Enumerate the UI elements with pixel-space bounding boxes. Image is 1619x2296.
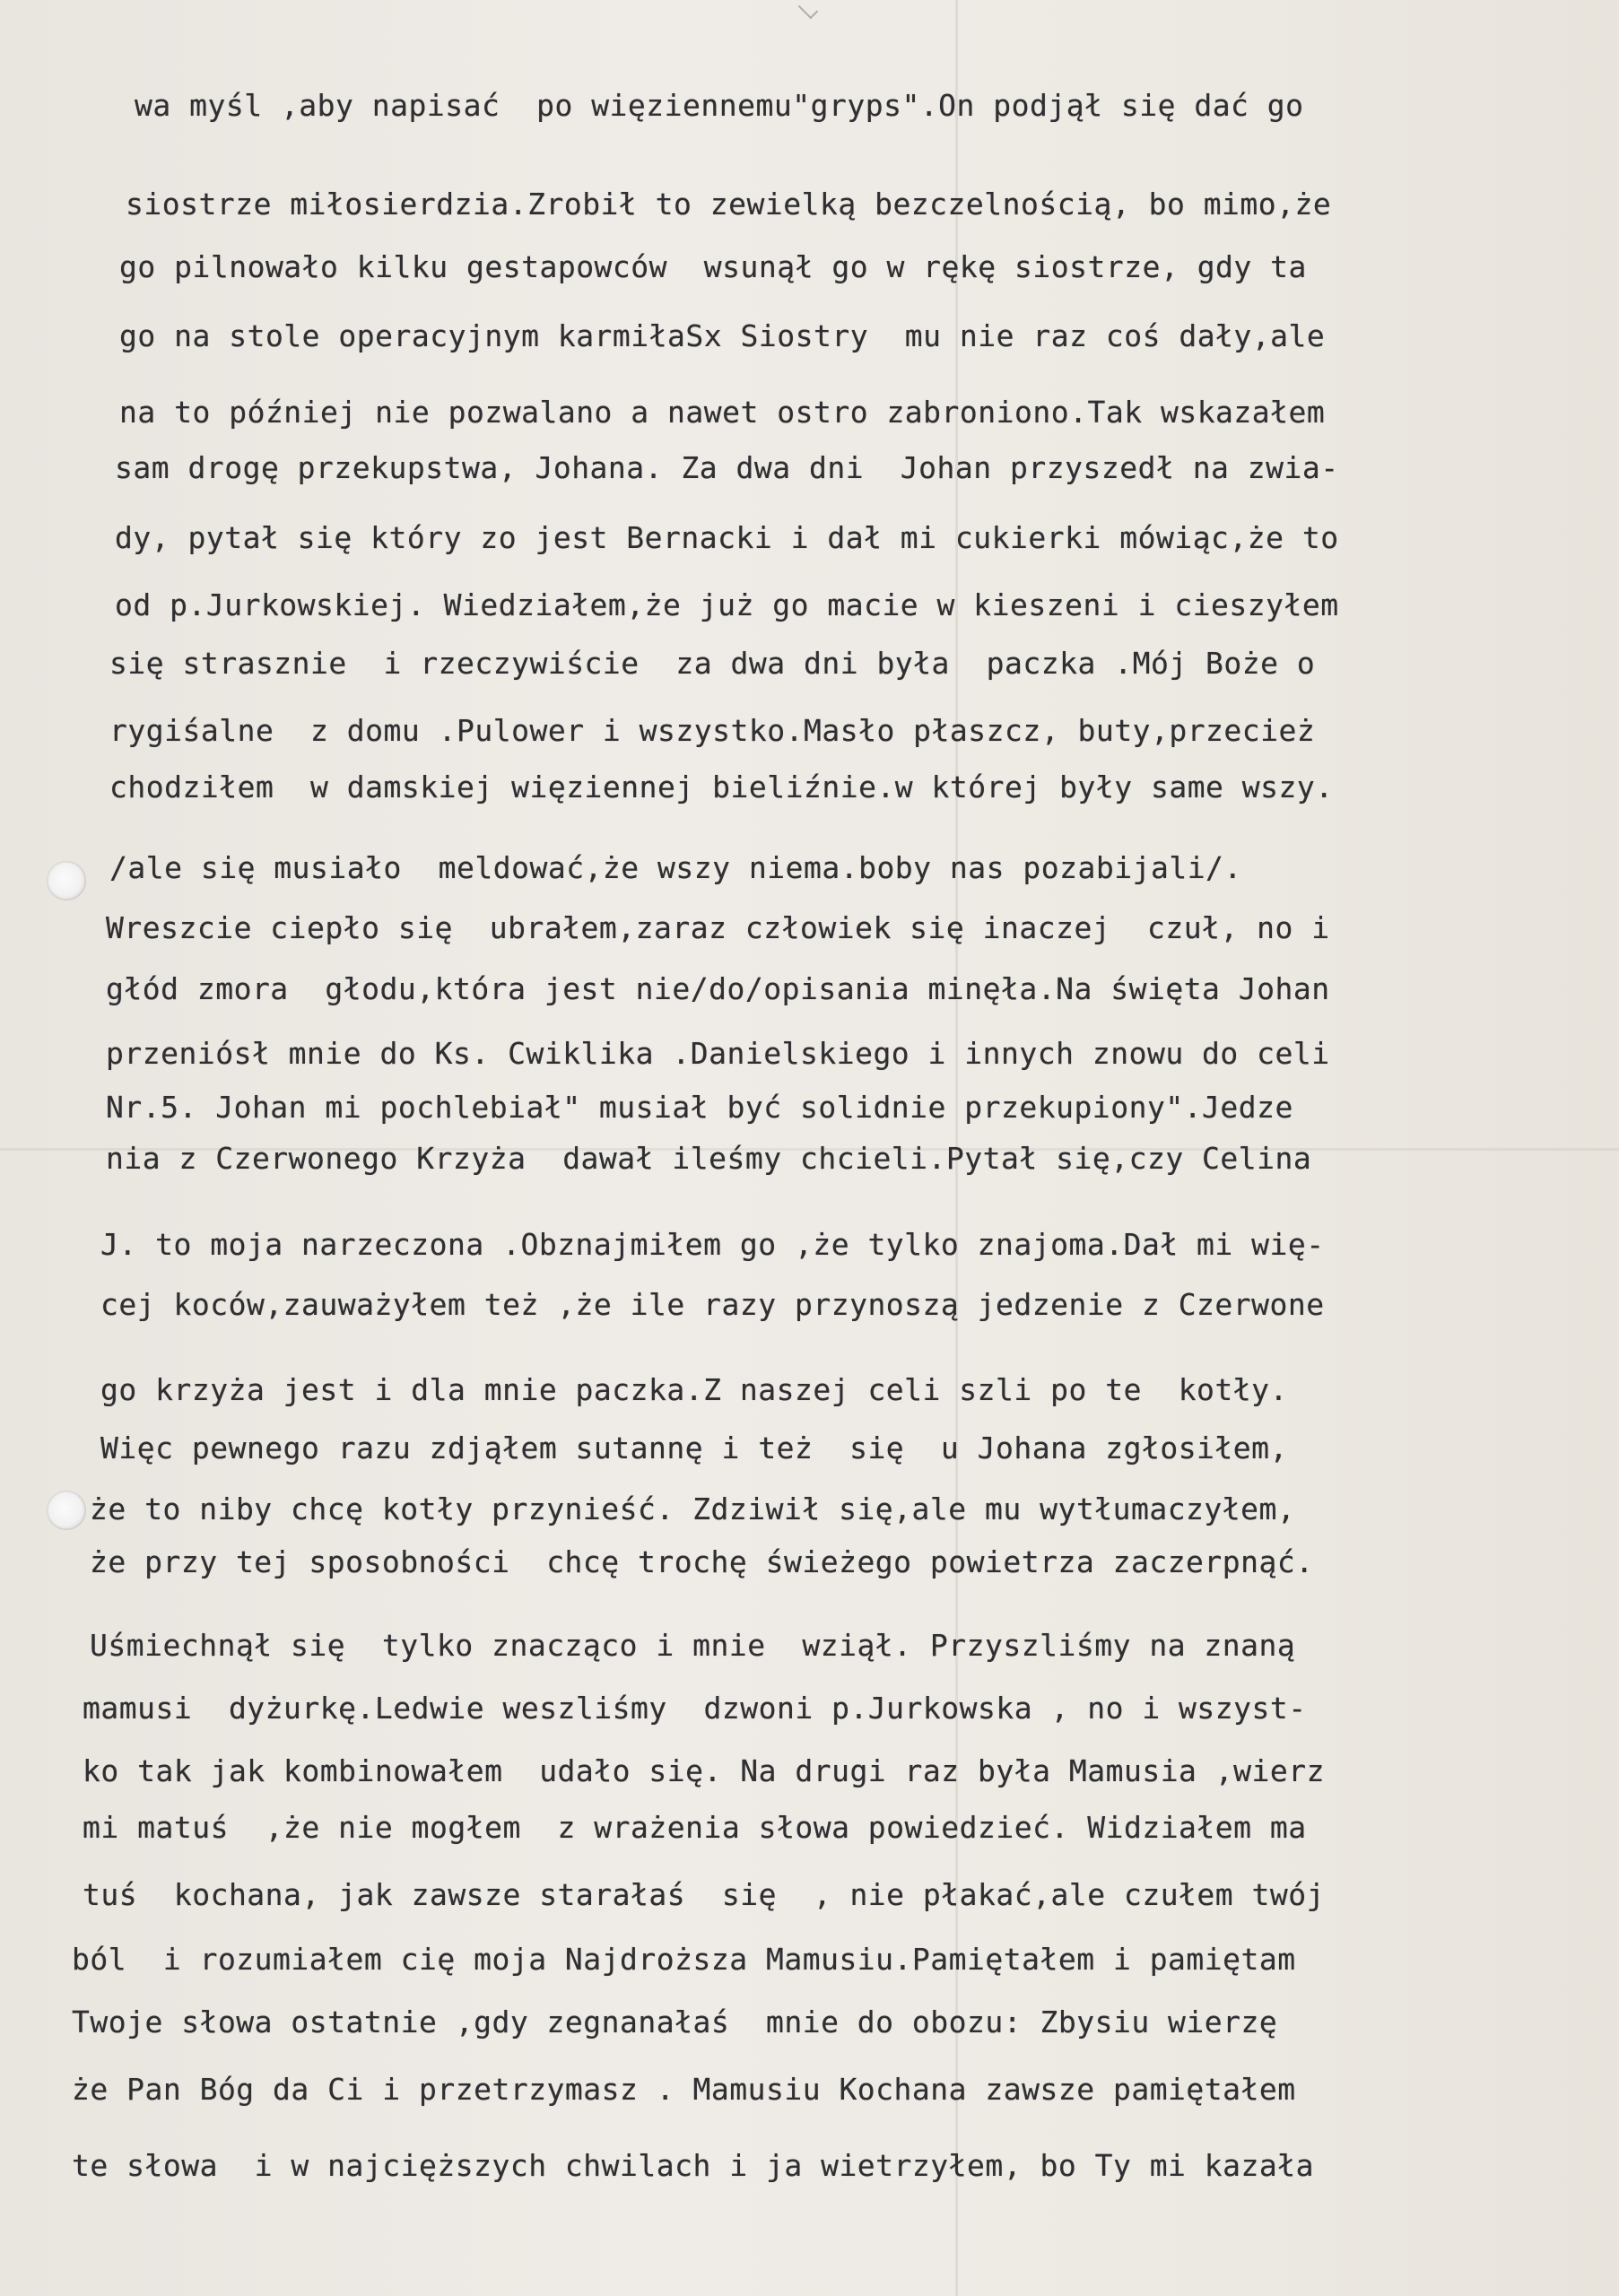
text-line: przeniósł mnie do Ks. Cwiklika .Danielskiego i innych znowu do celi xyxy=(106,1036,1330,1071)
text-line: Nr.5. Johan mi pochlebiał" musiał być solidnie przekupiony".Jedze xyxy=(106,1090,1293,1125)
text-line: na to później nie pozwalano a nawet ostro zabroniono.Tak wskazałem xyxy=(119,395,1326,430)
text-line: dy, pytał się który zo jest Bernacki i dał mi cukierki mówiąc,że to xyxy=(115,520,1339,555)
text-line: chodziłem w damskiej więziennej bieliźnie.w której były same wszy. xyxy=(109,770,1334,804)
text-line: nia z Czerwonego Krzyża dawał ileśmy chcieli.Pytał się,czy Celina xyxy=(106,1141,1312,1176)
text-line: że Pan Bóg da Ci i przetrzymasz . Mamusiu Kochana zawsze pamiętałem xyxy=(72,2072,1296,2107)
text-line: Wreszcie ciepło się ubrałem,zaraz człowiek się inaczej czuł, no i xyxy=(106,910,1330,945)
text-line: ból i rozumiałem cię moja Najdroższa Mamusiu.Pamiętałem i pamiętam xyxy=(72,1942,1296,1977)
text-line: tuś kochana, jak zawsze starałaś się , nie płakać,ale czułem twój xyxy=(83,1877,1326,1912)
text-line: Uśmiechnął się tylko znacząco i mnie wziął. Przyszliśmy na znaną xyxy=(90,1628,1296,1663)
text-line: że to niby chcę kotły przynieść. Zdziwił się,ale mu wytłumaczyłem, xyxy=(90,1492,1296,1526)
text-line: wa myśl ,aby napisać po więziennemu"gryps".On podjął się dać go xyxy=(135,88,1304,123)
text-line: Więc pewnego razu zdjąłem sutannę i też się u Johana zgłosiłem, xyxy=(100,1431,1288,1465)
text-line: od p.Jurkowskiej. Wiedziałem,że już go macie w kieszeni i cieszyłem xyxy=(115,587,1339,622)
text-line: głód zmora głodu,która jest nie/do/opisania minęła.Na święta Johan xyxy=(106,971,1330,1006)
text-line: się strasznie i rzeczywiście za dwa dni była paczka .Mój Boże o xyxy=(109,646,1316,681)
text-line: go pilnowało kilku gestapowców wsunął go w rękę siostrze, gdy ta xyxy=(119,249,1307,284)
text-line: mamusi dyżurkę.Ledwie weszliśmy dzwoni p.Jurkowska , no i wszyst- xyxy=(83,1691,1307,1726)
text-line: go na stole operacyjnym karmiłaSx Siostry mu nie raz coś dały,ale xyxy=(119,318,1326,353)
text-line: sam drogę przekupstwa, Johana. Za dwa dni Johan przyszedł na zwia- xyxy=(115,450,1339,485)
text-line: go krzyża jest i dla mnie paczka.Z naszej celi szli po te kotły. xyxy=(100,1372,1288,1407)
text-line: siostrze miłosierdzia.Zrobił to zewielką bezczelnością, bo mimo,że xyxy=(126,187,1332,222)
text-line: te słowa i w najcięższych chwilach i ja wietrzyłem, bo Ty mi kazała xyxy=(72,2148,1315,2183)
text-line: J. to moja narzeczona .Obznajmiłem go ,że tylko znajoma.Dał mi wię- xyxy=(100,1227,1325,1262)
text-line: mi matuś ,że nie mogłem z wrażenia słowa powiedzieć. Widziałem ma xyxy=(83,1810,1307,1845)
text-line: Twoje słowa ostatnie ,gdy zegnanałaś mnie do obozu: Zbysiu wierzę xyxy=(72,2005,1278,2039)
text-line: ko tak jak kombinowałem udało się. Na drugi raz była Mamusia ,wierz xyxy=(83,1753,1326,1788)
text-line: cej koców,zauważyłem też ,że ile razy przynoszą jedzenie z Czerwone xyxy=(100,1287,1325,1322)
text-line: rygiśalne z domu .Pulower i wszystko.Masło płaszcz, buty,przecież xyxy=(109,713,1316,748)
text-line: że przy tej sposobności chcę trochę świeżego powietrza zaczerpnąć. xyxy=(90,1544,1314,1579)
text-line: /ale się musiało meldować,że wszy niema.boby nas pozabijali/. xyxy=(109,850,1242,885)
